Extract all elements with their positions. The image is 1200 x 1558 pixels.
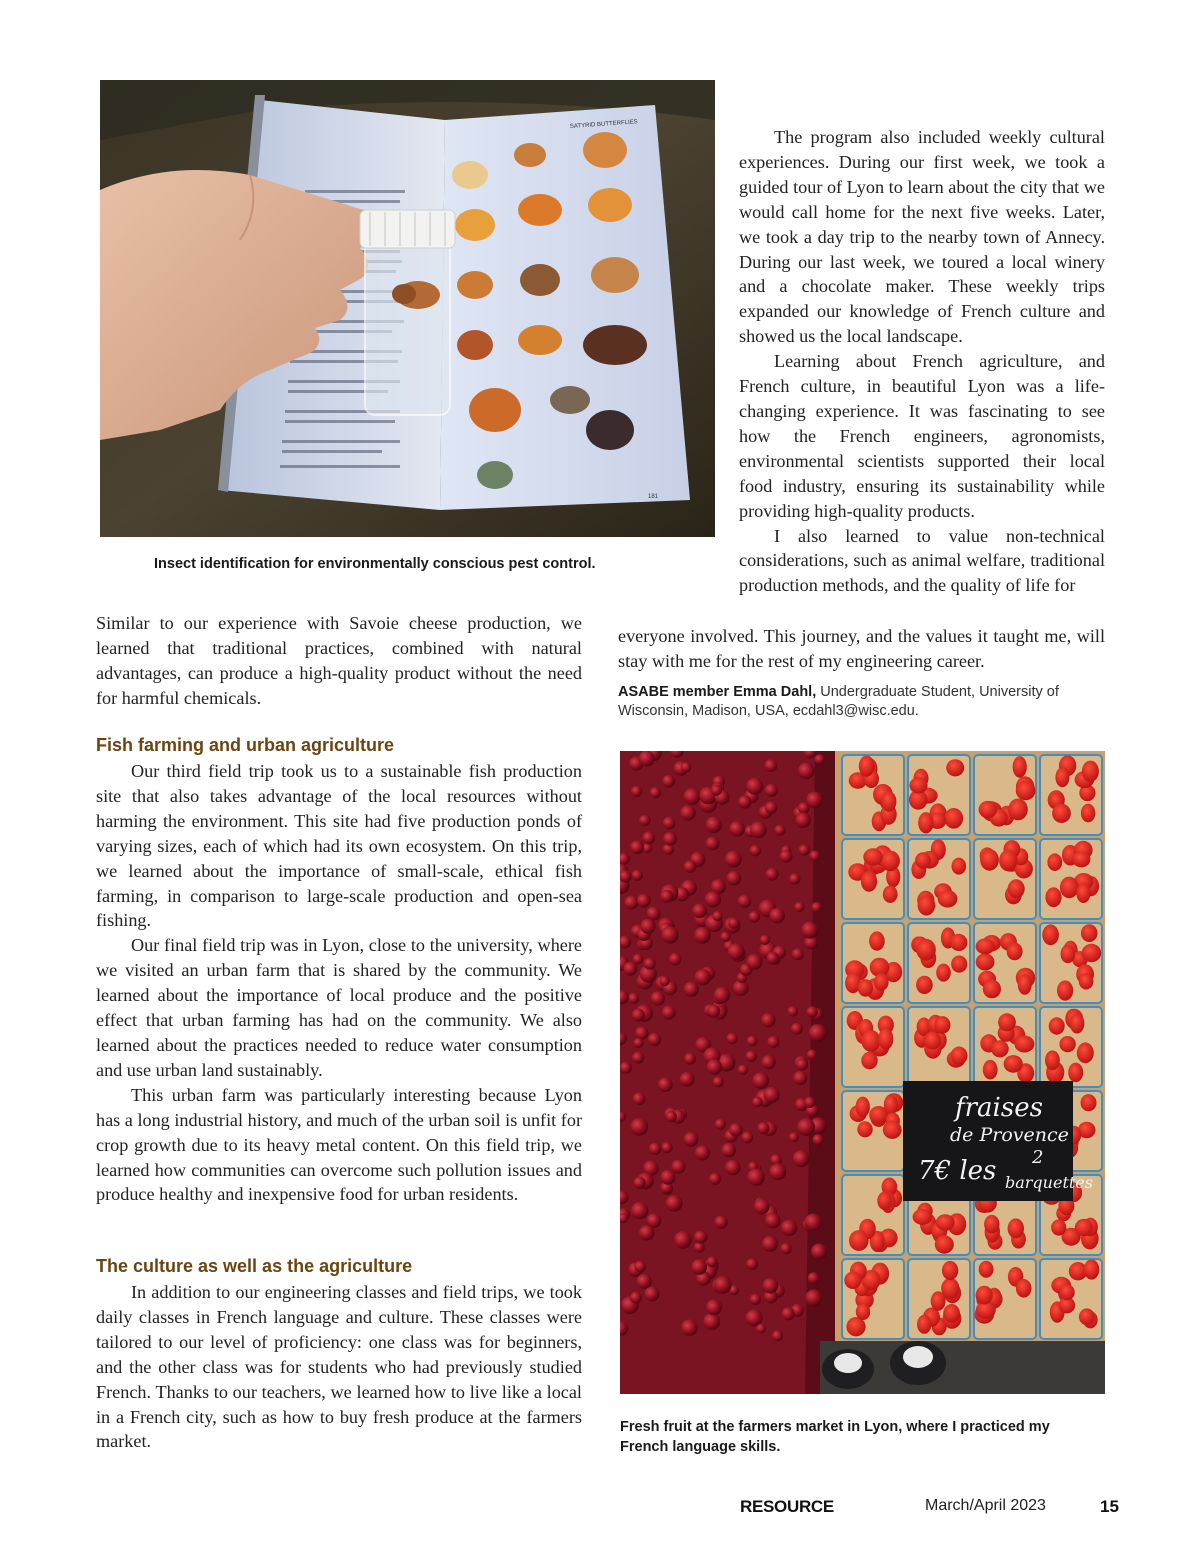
sign-provence: de Provence: [950, 1124, 1069, 1146]
magazine-name: RESOURCE: [740, 1497, 834, 1516]
intro-paragraph: Similar to our experience with Savoie cheese production, we learned that traditional practices, combined with natural advantages, can produce a high-quality product without the need for harmful chemicals.: [96, 613, 582, 708]
paragraph-life-changing: Learning about French agriculture, and French culture, in beautiful Lyon was a life-changing experience. It was fascinating to see how the French engineers, agronomists, environmental scientists supported their local food industry, ensuring its sustainability while providing high-quality products.: [739, 351, 1105, 521]
sign-price: 7€ les: [918, 1156, 997, 1186]
fruit-photo-caption: Fresh fruit at the farmers market in Lyon, where I practiced my French language skills.: [620, 1419, 1050, 1455]
page-number: 15: [1100, 1497, 1119, 1516]
sign-barquettes: barquettes: [1005, 1173, 1093, 1192]
price-sign: [903, 1081, 1093, 1201]
section-culture: [96, 1280, 582, 1454]
author-details: Undergraduate Student, University of Wisconsin, Madison, USA, ecdahl3@wisc.edu.: [618, 684, 1059, 719]
fruit-stall-illustration: [620, 751, 1105, 1394]
author-name: ASABE member Emma Dahl,: [618, 684, 817, 700]
issue-date: March/April 2023: [925, 1497, 1046, 1514]
insect-identification-photo: [100, 80, 715, 537]
insect-photo-caption: Insect identification for environmentally conscious pest control.: [154, 556, 596, 572]
sign-quantity: 2: [1032, 1147, 1044, 1168]
paragraph-non-technical-a: I also learned to value non-technical considerations, such as animal welfare, traditional production methods, and the quality of life for: [739, 525, 1105, 596]
paragraph-cultural-experiences: The program also included weekly cultural experiences. During our first week, we took a guided tour of Lyon to learn about the city that we would call home for the next five weeks. Later, we took a day trip to the nearby town of Annecy. During our last week, we toured a local winery and a chocolate maker. These weekly trips expanded our knowledge of French culture and showed us the local landscape.: [739, 127, 1105, 347]
right-column-text: [739, 125, 1105, 598]
paragraph-urban-soil: This urban farm was particularly interesting because Lyon has a long industrial history, and much of the urban soil is unfit for crop growth due to its heavy metal content. On this field trip, we learned how communities can overcome such pollution issues and produce healthy and inexpensive food for urban residents.: [96, 1084, 582, 1205]
paragraph-non-technical-b: everyone involved. This journey, and the values it taught me, will stay with me for the rest of my engineering career.: [618, 626, 1105, 671]
sign-fraises: fraises: [955, 1093, 1043, 1123]
butterfly-guide-illustration: [100, 80, 715, 537]
paragraph-fish-production: Our third field trip took us to a sustainable fish production site that also takes advantage of the local resources without harming the environment. This site had five production ponds of varying sizes, each of which had its own ecosystem. On this trip, we learned about the importance of small-scale, ethical fish farming, in comparison to large-scale production and open-sea fishing.: [96, 761, 582, 931]
paragraph-urban-farm: Our final field trip was in Lyon, close to the university, where we visited an urban farm that is shared by the community. We learned about the importance of local produce and the positive effect that urban farming has had on the community. We also learned about the practices needed to reduce water consumption and use urban land sustainably.: [96, 935, 582, 1080]
svg-text:SATYRID BUTTERFLIES: SATYRID BUTTERFLIES: [569, 119, 638, 130]
section-fish-farming: [96, 759, 582, 1207]
author-credit: [618, 683, 1108, 721]
farmers-market-photo: [620, 751, 1105, 1394]
heading-culture: The culture as well as the agriculture: [96, 1256, 413, 1276]
svg-text:181: 181: [648, 494, 659, 500]
heading-fish-farming: Fish farming and urban agriculture: [96, 735, 395, 755]
paragraph-language-classes: In addition to our engineering classes and field trips, we took daily classes in French language and culture. These classes were tailored to our level of proficiency: one class was for beginners, and the other class was for students who had previously studied French. Thanks to our teachers, we learned how to live like a local in a French city, such as how to buy fresh produce at the farmers market.: [96, 1282, 582, 1452]
